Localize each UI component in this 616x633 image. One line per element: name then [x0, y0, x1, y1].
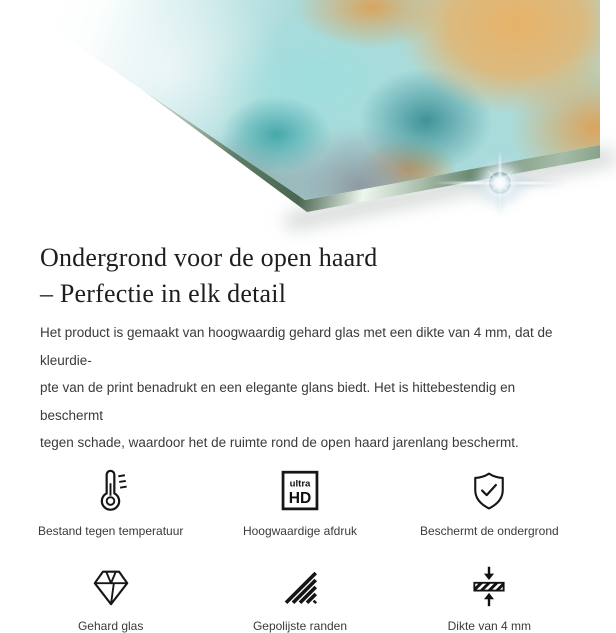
feature-tempered-glass — [16, 562, 205, 633]
description-line: pte van de print benadrukt en een elegante glans biedt. Het is hittebestendig en beschermt — [40, 380, 516, 423]
feature-label: Hoogwaardige afdruk — [242, 523, 358, 538]
description-line: Het product is gemaakt van hoogwaardig gehard glas met een dikte van 4 mm, dat de kleurdie- — [40, 325, 553, 368]
shield-check-icon — [466, 467, 512, 513]
feature-thickness — [395, 562, 584, 633]
feature-print-quality — [205, 467, 394, 538]
feature-grid — [16, 467, 584, 633]
ultra-hd-icon-svg — [278, 469, 322, 513]
description-line: tegen schade, waardoor het de ruimte rond de open haard jarenlang beschermt. — [40, 435, 519, 450]
shield-check-icon-svg — [466, 469, 512, 513]
diamond-icon-svg — [88, 566, 134, 608]
product-photo — [0, 0, 600, 232]
product-description — [40, 319, 560, 457]
ultra-hd-icon — [278, 467, 322, 513]
feature-temperature — [16, 467, 205, 538]
hd-label: HD — [288, 489, 312, 507]
thermometer-icon-svg — [87, 467, 134, 513]
feature-label: Gepolijste randen — [252, 618, 348, 633]
diamond-icon — [88, 562, 134, 608]
page-title — [40, 240, 560, 312]
feature-protection — [395, 467, 584, 538]
thickness-icon-svg — [466, 564, 512, 608]
feature-polished-edges — [205, 562, 394, 633]
feature-label: Gehard glas — [77, 618, 144, 633]
page-title-line2: – Perfectie in elk detail — [40, 279, 287, 308]
page-title-line1: Ondergrond voor de open haard — [40, 243, 378, 272]
feature-label: Bestand tegen temperatuur — [37, 523, 184, 538]
thickness-icon — [466, 562, 512, 608]
sparkle-glow — [489, 172, 511, 194]
feature-label: Beschermt de ondergrond — [419, 523, 559, 538]
feature-label: Dikte van 4 mm — [447, 618, 531, 633]
ultra-label: ultra — [289, 477, 311, 489]
polished-edges-icon — [278, 562, 322, 608]
thermometer-icon — [87, 467, 134, 513]
white-fade-overlay — [0, 0, 600, 232]
polished-edges-icon-svg — [278, 566, 322, 608]
